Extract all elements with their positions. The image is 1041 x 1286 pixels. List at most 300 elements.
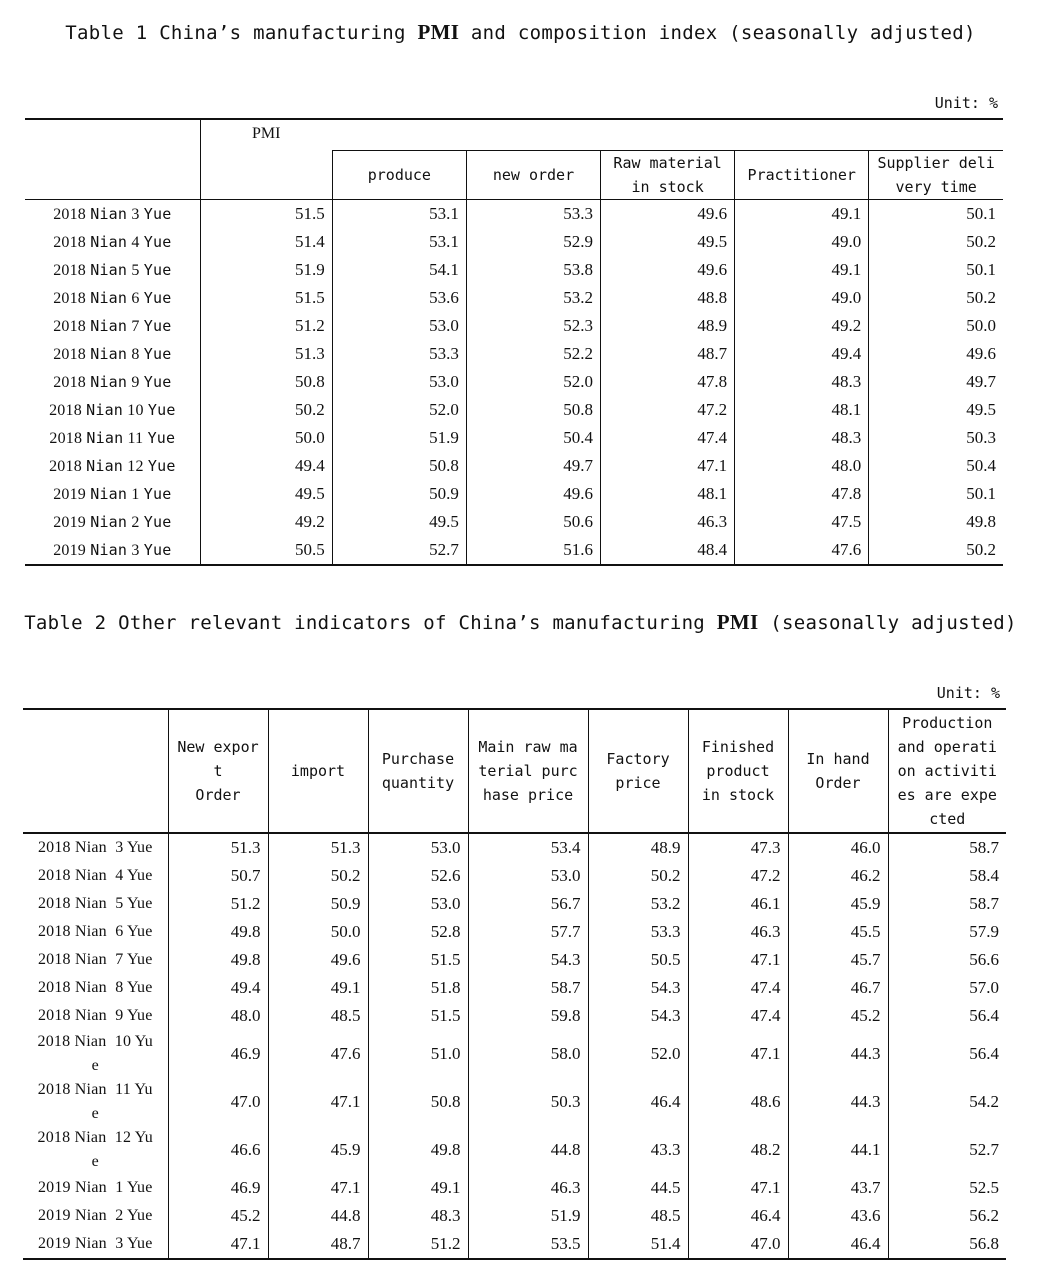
table-cell: 51.4 xyxy=(200,228,332,256)
table2-header-7 xyxy=(888,709,1006,833)
table-cell: 53.3 xyxy=(332,340,466,368)
table1-header-supplier xyxy=(869,151,1003,200)
table-cell: 54.3 xyxy=(588,1002,688,1030)
table-cell: 46.9 xyxy=(168,1030,268,1078)
row-label xyxy=(25,536,200,565)
table-cell: 53.2 xyxy=(588,890,688,918)
table-row xyxy=(25,312,1003,340)
table-cell: 46.4 xyxy=(588,1078,688,1126)
row-label-year: 2019 xyxy=(53,485,87,503)
header-line: and operati xyxy=(897,738,997,756)
row-label-m: 4 xyxy=(131,233,140,251)
table-cell: 53.2 xyxy=(466,284,600,312)
row-label-m: 3 xyxy=(131,205,140,223)
table-row xyxy=(25,396,1003,424)
table-cell: 50.7 xyxy=(168,862,268,890)
table-cell: 57.9 xyxy=(888,918,1006,946)
row-label-end: Yue xyxy=(143,484,172,503)
table-cell: 58.7 xyxy=(468,974,588,1002)
table-cell: 46.3 xyxy=(688,918,788,946)
row-label xyxy=(23,1078,168,1126)
row-label-line: 2018 Nian 3 Yue xyxy=(37,839,153,856)
row-label xyxy=(23,974,168,1002)
row-label-year: 2018 xyxy=(53,317,87,335)
table-cell: 48.5 xyxy=(268,1002,368,1030)
table-cell: 53.1 xyxy=(332,200,466,229)
table-cell: 51.3 xyxy=(268,833,368,862)
table-cell: 47.4 xyxy=(688,974,788,1002)
table-cell: 52.8 xyxy=(368,918,468,946)
header-line: in stock xyxy=(631,178,704,196)
table-cell: 53.5 xyxy=(468,1230,588,1259)
table-cell: 50.0 xyxy=(200,424,332,452)
table-cell: 47.0 xyxy=(688,1230,788,1259)
table2 xyxy=(23,708,1006,1260)
row-label-end: Yue xyxy=(143,288,172,307)
row-label-year: 2018 xyxy=(53,205,87,223)
row-label-mid: Nian xyxy=(86,428,124,447)
row-label-line: 2019 Nian 2 Yue xyxy=(37,1207,153,1224)
table-cell: 58.7 xyxy=(888,833,1006,862)
table-row xyxy=(23,890,1006,918)
table-cell: 44.5 xyxy=(588,1174,688,1202)
table-cell: 51.0 xyxy=(368,1030,468,1078)
table-cell: 49.1 xyxy=(268,974,368,1002)
table-cell: 51.4 xyxy=(588,1230,688,1259)
table-cell: 46.1 xyxy=(688,890,788,918)
row-label-mid: Nian xyxy=(90,484,128,503)
row-label xyxy=(25,452,200,480)
row-label-end: Yue xyxy=(143,372,172,391)
table-cell: 51.2 xyxy=(368,1230,468,1259)
header-line: Supplier deli xyxy=(877,154,995,172)
row-label-year: 2019 xyxy=(53,513,87,531)
table-cell: 51.5 xyxy=(368,946,468,974)
table-cell: 54.2 xyxy=(888,1078,1006,1126)
row-label xyxy=(25,368,200,396)
table-cell: 48.6 xyxy=(688,1078,788,1126)
row-label-end: Yue xyxy=(143,344,172,363)
table-row xyxy=(23,1078,1006,1126)
table1-header-new-order: new order xyxy=(466,151,600,200)
table1-header-produce: produce xyxy=(332,151,466,200)
header-line: Production xyxy=(902,714,993,732)
row-label-year: 2018 xyxy=(53,345,87,363)
table1-header-raw-material xyxy=(601,151,735,200)
row-label-line: e xyxy=(91,1057,99,1074)
table-cell: 50.8 xyxy=(466,396,600,424)
table-cell: 47.1 xyxy=(268,1174,368,1202)
table-cell: 47.2 xyxy=(688,862,788,890)
table-cell: 50.0 xyxy=(869,312,1003,340)
table-cell: 51.9 xyxy=(332,424,466,452)
table-cell: 51.6 xyxy=(466,536,600,565)
table-cell: 56.8 xyxy=(888,1230,1006,1259)
header-line: quantity xyxy=(381,774,455,792)
row-label-year: 2018 xyxy=(53,233,87,251)
row-label-year: 2018 xyxy=(53,289,87,307)
table-cell: 46.9 xyxy=(168,1174,268,1202)
table-cell: 49.5 xyxy=(200,480,332,508)
table-cell: 57.0 xyxy=(888,974,1006,1002)
table-cell: 50.8 xyxy=(200,368,332,396)
row-label-mid: Nian xyxy=(90,288,128,307)
table-row xyxy=(25,480,1003,508)
row-label-year: 2018 xyxy=(49,457,82,475)
table-row xyxy=(23,946,1006,974)
table-cell: 50.1 xyxy=(869,256,1003,284)
row-label-line: 2018 Nian 9 Yue xyxy=(37,1007,153,1024)
row-label xyxy=(25,228,200,256)
row-label-mid: Nian xyxy=(90,232,128,251)
row-label-m: 8 xyxy=(131,345,140,363)
table-cell: 53.0 xyxy=(468,862,588,890)
table-cell: 49.5 xyxy=(601,228,735,256)
table-cell: 47.1 xyxy=(601,452,735,480)
table2-body xyxy=(23,833,1006,1259)
table-row xyxy=(25,284,1003,312)
table-cell: 48.4 xyxy=(601,536,735,565)
table-cell: 49.0 xyxy=(735,284,869,312)
row-label xyxy=(23,862,168,890)
row-label-end: Yue xyxy=(143,260,172,279)
row-label-mid: Nian xyxy=(90,372,128,391)
header-line: Raw material xyxy=(613,154,722,172)
row-label xyxy=(23,1126,168,1174)
table-cell: 49.8 xyxy=(869,508,1003,536)
table-row xyxy=(23,1030,1006,1078)
table-cell: 52.7 xyxy=(332,536,466,565)
table-cell: 49.1 xyxy=(368,1174,468,1202)
table-cell: 49.5 xyxy=(332,508,466,536)
table-cell: 48.3 xyxy=(735,368,869,396)
table-row xyxy=(25,200,1003,229)
row-label-end: Yue xyxy=(147,428,176,447)
table-row xyxy=(23,1230,1006,1259)
header-line: cted xyxy=(929,810,966,828)
table-cell: 47.8 xyxy=(735,480,869,508)
table-row xyxy=(25,228,1003,256)
table-cell: 50.9 xyxy=(332,480,466,508)
table-row xyxy=(23,1202,1006,1230)
table1-title xyxy=(0,20,1041,45)
table2-header-5 xyxy=(688,709,788,833)
table1-header-pmi: PMI xyxy=(200,119,332,200)
row-label-line: 2018 Nian 12 Yu xyxy=(37,1129,153,1146)
table-cell: 49.6 xyxy=(601,256,735,284)
row-label-m: 5 xyxy=(131,261,140,279)
table-cell: 46.0 xyxy=(788,833,888,862)
table-cell: 47.1 xyxy=(168,1230,268,1259)
header-line: price xyxy=(615,774,661,792)
table-cell: 56.2 xyxy=(888,1202,1006,1230)
table1-body xyxy=(25,200,1003,566)
table-cell: 48.8 xyxy=(601,284,735,312)
table-cell: 50.2 xyxy=(200,396,332,424)
row-label xyxy=(23,918,168,946)
table-cell: 50.6 xyxy=(466,508,600,536)
table-cell: 48.2 xyxy=(688,1126,788,1174)
table-cell: 52.3 xyxy=(466,312,600,340)
table-cell: 54.3 xyxy=(588,974,688,1002)
table-row xyxy=(23,1126,1006,1174)
table-cell: 49.6 xyxy=(601,200,735,229)
table1-unit: Unit: % xyxy=(934,94,998,112)
header-line: terial purc xyxy=(478,762,578,780)
table-cell: 51.5 xyxy=(368,1002,468,1030)
row-label-line: 2018 Nian 7 Yue xyxy=(37,951,153,968)
row-label-m: 6 xyxy=(131,289,140,307)
row-label-end: Yue xyxy=(143,204,172,223)
table-row xyxy=(23,862,1006,890)
row-label-line: e xyxy=(91,1153,99,1170)
header-line: on activiti xyxy=(897,762,997,780)
table-cell: 47.0 xyxy=(168,1078,268,1126)
table-cell: 48.9 xyxy=(588,833,688,862)
row-label-line: e xyxy=(91,1105,99,1122)
row-label-m: 11 xyxy=(127,429,144,447)
row-label xyxy=(23,946,168,974)
table-cell: 50.3 xyxy=(468,1078,588,1126)
table-cell: 49.6 xyxy=(466,480,600,508)
table-cell: 54.3 xyxy=(468,946,588,974)
table-cell: 52.7 xyxy=(888,1126,1006,1174)
table1-header-practitioner: Practitioner xyxy=(735,151,869,200)
table-cell: 46.4 xyxy=(788,1230,888,1259)
table-cell: 46.3 xyxy=(468,1174,588,1202)
table-cell: 59.8 xyxy=(468,1002,588,1030)
table-cell: 50.9 xyxy=(268,890,368,918)
table-cell: 50.4 xyxy=(466,424,600,452)
table-cell: 52.2 xyxy=(466,340,600,368)
row-label-line: 2018 Nian 5 Yue xyxy=(37,895,153,912)
table-cell: 53.3 xyxy=(466,200,600,229)
row-label-end: Yue xyxy=(147,400,176,419)
row-label-m: 9 xyxy=(131,373,140,391)
table-cell: 45.9 xyxy=(788,890,888,918)
row-label-line: 2019 Nian 1 Yue xyxy=(37,1179,153,1196)
table1 xyxy=(25,118,1003,566)
row-label xyxy=(23,1030,168,1078)
table-cell: 48.0 xyxy=(735,452,869,480)
table-cell: 52.0 xyxy=(466,368,600,396)
header-line: New expor xyxy=(177,738,259,756)
table-cell: 53.8 xyxy=(466,256,600,284)
table-cell: 51.9 xyxy=(468,1202,588,1230)
row-label-mid: Nian xyxy=(90,316,128,335)
table-cell: 52.5 xyxy=(888,1174,1006,1202)
table-cell: 47.5 xyxy=(735,508,869,536)
header-line: hase price xyxy=(482,786,574,804)
table-cell: 47.1 xyxy=(268,1078,368,1126)
table2-title-pre: Table 2 Other relevant indicators of China’s manufacturing xyxy=(24,612,717,634)
table1-title-pre: Table 1 China’s manufacturing xyxy=(65,22,418,44)
table-cell: 45.5 xyxy=(788,918,888,946)
table-row xyxy=(23,974,1006,1002)
table-cell: 45.9 xyxy=(268,1126,368,1174)
table-cell: 56.6 xyxy=(888,946,1006,974)
table-cell: 49.4 xyxy=(735,340,869,368)
table-row xyxy=(23,1002,1006,1030)
table-cell: 49.8 xyxy=(168,918,268,946)
table-cell: 46.2 xyxy=(788,862,888,890)
row-label-mid: Nian xyxy=(90,540,128,559)
table-cell: 47.6 xyxy=(735,536,869,565)
table-cell: 50.4 xyxy=(869,452,1003,480)
row-label-mid: Nian xyxy=(90,344,128,363)
table-cell: 48.5 xyxy=(588,1202,688,1230)
table-cell: 51.5 xyxy=(200,200,332,229)
table-cell: 50.2 xyxy=(869,536,1003,565)
row-label xyxy=(25,256,200,284)
table-cell: 58.4 xyxy=(888,862,1006,890)
header-line: Order xyxy=(195,786,241,804)
table-cell: 50.2 xyxy=(869,284,1003,312)
row-label-end: Yue xyxy=(143,540,172,559)
table-cell: 49.7 xyxy=(466,452,600,480)
row-label xyxy=(25,312,200,340)
table-cell: 47.4 xyxy=(601,424,735,452)
table1-title-post: and composition index (seasonally adjusted) xyxy=(459,22,976,44)
table-cell: 47.2 xyxy=(601,396,735,424)
table-row xyxy=(23,918,1006,946)
table-row xyxy=(23,1174,1006,1202)
table-cell: 48.3 xyxy=(368,1202,468,1230)
header-line: Purchase xyxy=(381,750,455,768)
row-label-mid: Nian xyxy=(86,456,124,475)
table-cell: 51.2 xyxy=(200,312,332,340)
row-label-m: 10 xyxy=(127,401,144,419)
table2-unit: Unit: % xyxy=(936,684,1000,702)
table2-header-6 xyxy=(788,709,888,833)
row-label xyxy=(23,833,168,862)
header-line: product xyxy=(706,762,770,780)
table-cell: 50.8 xyxy=(368,1078,468,1126)
table-cell: 49.5 xyxy=(869,396,1003,424)
table-cell: 47.1 xyxy=(688,1030,788,1078)
table-cell: 56.7 xyxy=(468,890,588,918)
row-label-year: 2018 xyxy=(49,429,83,447)
table-row xyxy=(23,833,1006,862)
table-cell: 54.1 xyxy=(332,256,466,284)
table2-header-4 xyxy=(588,709,688,833)
table-cell: 48.1 xyxy=(601,480,735,508)
table-cell: 56.4 xyxy=(888,1002,1006,1030)
table2-corner xyxy=(23,709,168,833)
table-cell: 50.1 xyxy=(869,480,1003,508)
header-line: import xyxy=(290,762,346,780)
table1-header-spacer xyxy=(332,119,1003,151)
row-label-end: Yue xyxy=(143,512,172,531)
table-cell: 53.0 xyxy=(332,312,466,340)
table-row xyxy=(25,452,1003,480)
table-cell: 53.0 xyxy=(332,368,466,396)
table2-title-bold: PMI xyxy=(716,610,759,634)
header-line: Finished xyxy=(701,738,775,756)
table-row xyxy=(25,536,1003,565)
table-cell: 57.7 xyxy=(468,918,588,946)
table2-header-1 xyxy=(268,709,368,833)
row-label-line: 2018 Nian 10 Yu xyxy=(37,1033,153,1050)
row-label xyxy=(25,396,200,424)
table-cell: 47.1 xyxy=(688,946,788,974)
table-cell: 51.3 xyxy=(168,833,268,862)
table-cell: 51.3 xyxy=(200,340,332,368)
table-cell: 49.4 xyxy=(168,974,268,1002)
row-label-m: 7 xyxy=(131,317,140,335)
table-cell: 48.3 xyxy=(735,424,869,452)
row-label-m: 2 xyxy=(131,513,140,531)
table-cell: 45.7 xyxy=(788,946,888,974)
table-cell: 50.1 xyxy=(869,200,1003,229)
table-cell: 53.6 xyxy=(332,284,466,312)
table-cell: 51.2 xyxy=(168,890,268,918)
row-label xyxy=(25,508,200,536)
table-cell: 50.8 xyxy=(332,452,466,480)
table-cell: 49.8 xyxy=(368,1126,468,1174)
table-cell: 51.8 xyxy=(368,974,468,1002)
row-label-line: 2019 Nian 3 Yue xyxy=(37,1235,153,1252)
table-cell: 52.0 xyxy=(588,1030,688,1078)
table-cell: 49.2 xyxy=(735,312,869,340)
table-cell: 44.1 xyxy=(788,1126,888,1174)
row-label-line: 2018 Nian 6 Yue xyxy=(37,923,153,940)
table-cell: 50.2 xyxy=(588,862,688,890)
row-label-mid: Nian xyxy=(86,400,124,419)
table-cell: 46.3 xyxy=(601,508,735,536)
table-cell: 47.3 xyxy=(688,833,788,862)
table-cell: 49.6 xyxy=(268,946,368,974)
row-label-year: 2018 xyxy=(53,373,87,391)
table-cell: 52.0 xyxy=(332,396,466,424)
row-label xyxy=(25,284,200,312)
header-line: Order xyxy=(815,774,861,792)
table-row xyxy=(25,368,1003,396)
table-cell: 58.7 xyxy=(888,890,1006,918)
table-cell: 50.3 xyxy=(869,424,1003,452)
table-cell: 47.1 xyxy=(688,1174,788,1202)
header-line: in stock xyxy=(701,786,775,804)
row-label xyxy=(23,890,168,918)
table-cell: 44.3 xyxy=(788,1078,888,1126)
table-cell: 50.2 xyxy=(869,228,1003,256)
table-cell: 46.4 xyxy=(688,1202,788,1230)
row-label xyxy=(23,1002,168,1030)
row-label-m: 12 xyxy=(127,457,144,475)
table-cell: 49.4 xyxy=(200,452,332,480)
row-label xyxy=(23,1202,168,1230)
table-row xyxy=(25,424,1003,452)
row-label xyxy=(23,1230,168,1259)
table-cell: 52.9 xyxy=(466,228,600,256)
table-cell: 51.9 xyxy=(200,256,332,284)
table2-header-2 xyxy=(368,709,468,833)
table-cell: 49.0 xyxy=(735,228,869,256)
row-label-m: 1 xyxy=(131,485,140,503)
table-cell: 49.1 xyxy=(735,256,869,284)
table-row xyxy=(25,508,1003,536)
table2-title-post: (seasonally adjusted) xyxy=(758,612,1017,634)
table-cell: 47.8 xyxy=(601,368,735,396)
table-cell: 43.7 xyxy=(788,1174,888,1202)
table-cell: 53.3 xyxy=(588,918,688,946)
table-row xyxy=(25,340,1003,368)
row-label xyxy=(25,480,200,508)
table-cell: 56.4 xyxy=(888,1030,1006,1078)
table-cell: 45.2 xyxy=(168,1202,268,1230)
table-cell: 53.4 xyxy=(468,833,588,862)
table-cell: 50.5 xyxy=(200,536,332,565)
